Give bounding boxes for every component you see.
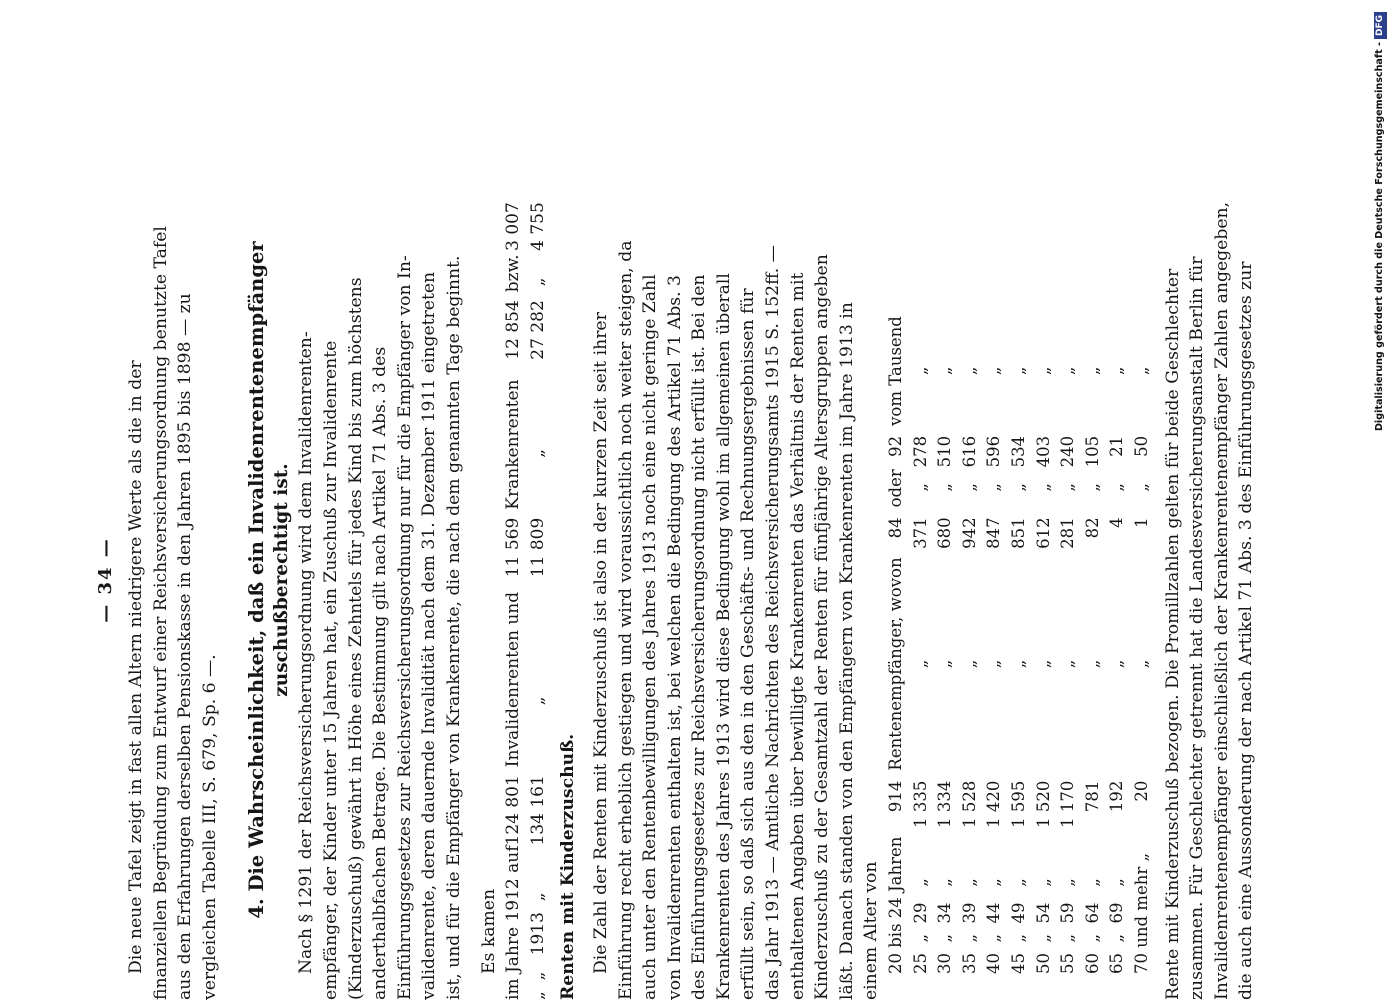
zuschuss-count: 12 854 (503, 300, 524, 360)
text-line: Nach § 1291 der Reichsversicherungsordnung wird dem Invalidenrenten- (296, 331, 317, 974)
age-cell-total: 1 595 (1009, 780, 1028, 828)
age-cell-with: 371 (910, 517, 930, 549)
text-line: auch unter den Rentenbewilligungen des Jahres 1913 noch eine nicht geringe Zahl (640, 274, 661, 1000)
table-row (958, 316, 983, 974)
text-line: des Einführungsgesetzes zur Reichsversicherungsordnung nicht erfüllt ist. Bei den (689, 274, 710, 1000)
text-line: das Jahr 1913 — Amtliche Nachrichten des Reichsversicherungsamts 1915 S. 152ff. — (763, 245, 784, 1000)
age-cell-with: 847 (984, 517, 1004, 549)
age-cell-permille: 403 (1033, 435, 1053, 468)
year-label: „ „ 1913 „ (527, 892, 548, 1000)
age-cell-label: „ (935, 659, 955, 669)
age-cell-unit: „ (1058, 366, 1078, 376)
age-cell-age: 25 „ 29 „ (910, 878, 930, 974)
age-cell-permille: 50 (1131, 435, 1151, 457)
text-line: Kinderzuschuß zu der Gesamtzahl der Renten für fünfjährige Altersgruppen angeben (812, 254, 833, 1000)
age-cell-permille: 616 (959, 435, 979, 468)
age-cell-with: 612 (1033, 517, 1053, 549)
renten-heading: Renten mit Kinderzuschuß. (558, 733, 579, 1000)
age-cell-permille: 105 (1082, 435, 1102, 468)
text-line: zusammen. Für Geschlechter getrennt hat die Landesversicherungsanstalt Berlin für (1187, 256, 1208, 1000)
age-cell-with: 82 (1082, 517, 1102, 539)
table-row (1056, 316, 1081, 974)
years-table (501, 202, 550, 1000)
age-cell-with: 1 (1131, 517, 1151, 528)
text-line: (Kinderzuschuß) gewährt in Höhe eines Zehntels für jedes Kind bis zum höchstens (345, 277, 366, 1000)
table-row (501, 202, 526, 1000)
text-line: Einführung recht erheblich gestiegen und wird voraussichtlich noch weiter steigen, da (615, 240, 636, 1000)
age-cell-with: 4 (1107, 517, 1127, 528)
table-row (933, 316, 958, 974)
es-kamen-label: Es kamen (478, 888, 499, 974)
kranken-count: 11 809 (527, 517, 548, 578)
age-cell-total: 781 (1082, 780, 1102, 813)
age-cell-sep: „ (1009, 483, 1028, 492)
age-cell-permille: 21 (1107, 435, 1127, 457)
age-cell-total: 1 335 (910, 780, 930, 828)
age-cell-age: 45 „ 49 „ (1009, 878, 1028, 974)
text-line: erfüllt sein, so daß sich aus den in den Geschäfts- und Rechnungsergebnissen für (738, 288, 759, 1000)
age-cell-sep: „ (1082, 483, 1102, 492)
table-row (982, 316, 1007, 974)
text-line: aus den Erfahrungen derselben Pensionskasse in den Jahren 1895 bis 1898 — zu (175, 293, 196, 1000)
section-heading-line2: zuschußberechtigt ist. (271, 463, 293, 697)
kranken-count: 11 569 (503, 517, 524, 578)
age-cell-unit: „ (935, 366, 955, 376)
text-line: empfänger, der Kinder unter 15 Jahren hat, ein Zuschuß zur Invalidenrente (320, 340, 341, 1000)
bzw-label: bzw. (503, 254, 524, 293)
text-line: ist, und für die Empfänger von Krankenrente, die nach dem genannten Tage beginnt. (443, 255, 464, 1000)
age-cell-age: 65 „ 69 „ (1107, 878, 1127, 974)
paragraph-1 (294, 160, 466, 1000)
age-cell-with: 851 (1009, 517, 1028, 549)
age-cell-permille: 534 (1009, 435, 1028, 468)
text-line: Krankenrenten des Jahres 1913 wird diese Bedingung wohl im allgemeinen überall (713, 273, 734, 1000)
section-heading (244, 160, 294, 1000)
age-cell-permille: 596 (984, 435, 1004, 468)
age-cell-age: 55 „ 59 „ (1058, 878, 1078, 974)
year-label: im Jahre 1912 auf (503, 845, 524, 1000)
invalid-count: 134 161 (527, 775, 548, 846)
text-line: vergleichen Tabelle III, S. 679, Sp. 6 —. (199, 654, 220, 1000)
age-cell-permille: 278 (910, 435, 930, 468)
table-row (1032, 316, 1057, 974)
age-cell-unit: „ (1131, 366, 1151, 376)
age-cell-age: 20 bis 24 Jahren (886, 836, 906, 974)
age-cell-age: 30 „ 34 „ (935, 878, 955, 974)
age-cell-label: „ (1107, 659, 1127, 669)
credit-text: Digitalisierung gefördert durch die Deutsche Forschungsgemeinschaft - (1374, 42, 1385, 432)
age-cell-total: 1 420 (984, 780, 1004, 828)
table-row (1130, 316, 1155, 974)
kranken-label: „ (527, 448, 548, 458)
age-cell-total: 1 170 (1058, 780, 1078, 828)
table-row (884, 316, 909, 974)
age-cell-unit: „ (1082, 366, 1102, 376)
zuschuss-count: 27 282 (527, 300, 548, 360)
age-cell-age: 50 „ 54 „ (1033, 878, 1053, 974)
digitization-credit (1368, 12, 1392, 992)
age-cell-unit: vom Tausend (886, 316, 906, 426)
age-cell-unit: „ (1033, 366, 1053, 376)
age-cell-age: 40 „ 44 „ (984, 878, 1004, 974)
age-cell-label: Rentenempfänger, wovon (886, 557, 906, 771)
age-cell-permille: 240 (1058, 435, 1078, 468)
paragraph-2 (589, 160, 884, 1000)
age-cell-sep: „ (959, 483, 979, 492)
age-cell-with: 281 (1058, 517, 1078, 549)
age-cell-unit: „ (984, 366, 1004, 376)
age-cell-total: 1 334 (935, 780, 955, 828)
age-cell-unit: „ (910, 366, 930, 376)
age-cell-with: 84 (886, 517, 906, 539)
section-heading-line1: 4. Die Wahrscheinlichkeit, daß ein Invalidenrentenempfänger (245, 241, 269, 919)
text-line: finanziellen Begründung zum Entwurf einer Reichsversicherungsordnung benutzte Tafel (150, 226, 171, 1000)
age-cell-sep: „ (1058, 483, 1078, 492)
paragraph-3 (1161, 160, 1259, 1000)
age-cell-age: 35 „ 39 „ (959, 878, 979, 974)
age-cell-sep: „ (910, 483, 930, 492)
age-cell-label: „ (1058, 659, 1078, 669)
table-row (909, 316, 934, 974)
age-cell-unit: „ (1009, 366, 1028, 376)
text-line: einem Alter von (861, 861, 882, 1000)
age-cell-permille: 510 (935, 435, 955, 468)
invalid-count: 124 801 (503, 775, 524, 846)
text-line: Die neue Tafel zeigt in fast allen Altern niedrigere Werte als die in der (126, 360, 146, 974)
age-cell-unit: „ (959, 366, 979, 376)
age-cell-sep: „ (1033, 483, 1053, 492)
age-cell-label: „ (1033, 659, 1053, 669)
table-row (1081, 316, 1106, 974)
text-line: Invalidenrentenempfänger einschließlich der Krankenrentenempfänger Zahlen angegeben, (1211, 201, 1232, 1000)
table-row (1007, 316, 1032, 974)
kranken-zuschuss-count: 3 007 (503, 202, 524, 251)
kranken-label: Krankenrenten (503, 379, 524, 510)
table-row (1105, 316, 1130, 974)
text-line: enthaltenen Angaben über bewilligte Krankenrenten das Verhältnis der Renten mit (787, 272, 808, 1000)
document-page (94, 160, 1257, 1000)
age-table (884, 316, 1155, 974)
text-line: Einführungsgesetzes zur Reichsversicherungsordnung nur für die Empfänger von In- (394, 255, 415, 1000)
text-line: die auch eine Aussonderung der nach Artikel 71 Abs. 3 des Einführungsgesetzes zur (1236, 261, 1257, 1000)
age-cell-total: 914 (886, 780, 906, 813)
page-number: — 34 — (95, 537, 116, 623)
text-line: von Invalidenrenten enthalten ist, bei welchen die Bedingung des Artikel 71 Abs. 3 (664, 275, 685, 1000)
age-cell-total: 1 520 (1033, 780, 1053, 828)
age-cell-total: 1 528 (959, 780, 979, 828)
kranken-zuschuss-count: 4 755 (527, 202, 548, 251)
intro-paragraph (124, 160, 222, 1000)
age-cell-sep: „ (1131, 483, 1151, 492)
age-cell-label: „ (1009, 659, 1028, 669)
invalid-label: „ (527, 696, 548, 706)
age-cell-with: 942 (959, 517, 979, 549)
age-cell-age: 70 und mehr „ (1131, 852, 1151, 974)
age-cell-total: 20 (1131, 780, 1151, 802)
text-line: läßt. Danach standen von den Empfängern von Krankenrenten im Jahre 1913 in (836, 302, 857, 1000)
table-row (526, 202, 551, 1000)
age-cell-sep: oder (886, 469, 906, 508)
age-cell-unit: „ (1107, 366, 1127, 376)
age-cell-sep: „ (984, 483, 1004, 492)
age-cell-sep: „ (1107, 483, 1127, 492)
age-cell-label: „ (959, 659, 979, 669)
age-cell-permille: 92 (886, 435, 906, 457)
text-line: validenrente, deren dauernde Invalidität nach dem 31. Dezember 1911 eingetreten (419, 271, 440, 1000)
age-cell-label: „ (1131, 659, 1151, 669)
invalid-label: Invalidenrenten und (503, 591, 524, 768)
dfg-logo: DFG (1374, 12, 1387, 39)
bzw-label: „ (527, 277, 548, 287)
text-line: anderthalbfachen Betrage. Die Bestimmung gilt nach Artikel 71 Abs. 3 des (370, 346, 391, 1000)
age-cell-sep: „ (935, 483, 955, 492)
age-cell-with: 680 (935, 517, 955, 549)
text-line: Rente mit Kinderzuschuß bezogen. Die Promillzahlen gelten für beide Geschlechter (1162, 268, 1183, 1000)
age-cell-label: „ (910, 659, 930, 669)
age-cell-total: 192 (1107, 780, 1127, 813)
age-cell-age: 60 „ 64 „ (1082, 878, 1102, 974)
age-cell-label: „ (984, 659, 1004, 669)
age-cell-label: „ (1082, 659, 1102, 669)
text-line: Die Zahl der Renten mit Kinderzuschuß ist also in der kurzen Zeit seit ihrer (590, 312, 611, 974)
